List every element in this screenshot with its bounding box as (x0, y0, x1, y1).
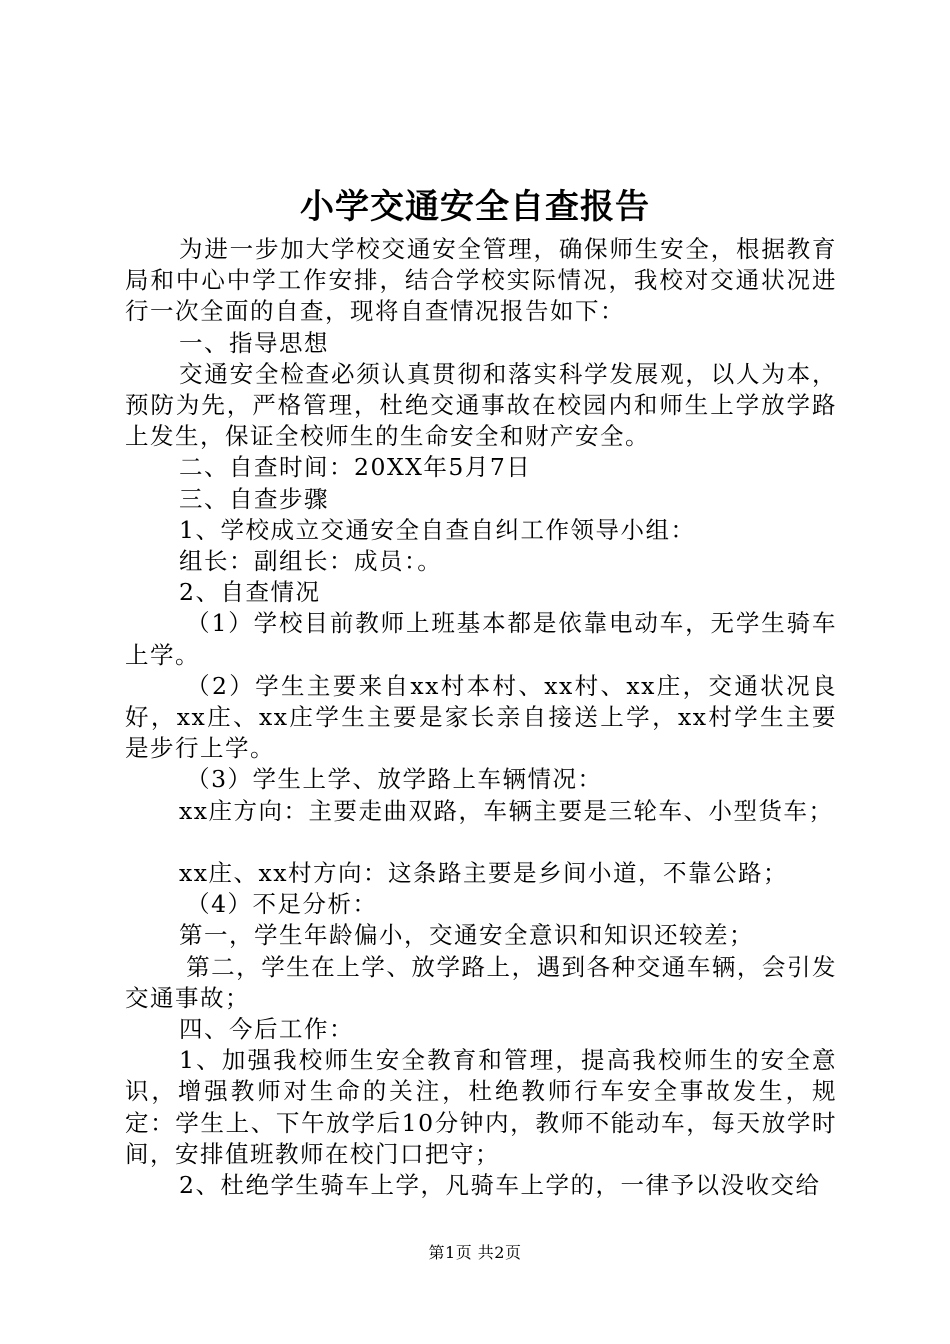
document-title: 小学交通安全自查报告 (300, 187, 650, 227)
document-body (125, 234, 837, 1201)
heading-check-time: 二、自查时间：20XX年5月7日 (179, 453, 532, 482)
blank-line (125, 827, 837, 858)
paragraph-shortcoming-2: 第二，学生在上学、放学路上，遇到各种交通车辆，会引发交通事故； (125, 952, 837, 1012)
paragraph-step-1: 1、学校成立交通安全自查自纠工作领导小组： (179, 515, 696, 544)
paragraph-shortcoming-1: 第一，学生年龄偏小，交通安全意识和知识还较差； (179, 921, 755, 950)
paragraph-step-2: 2、自查情况 (179, 578, 321, 607)
heading-check-steps: 三、自查步骤 (179, 484, 330, 513)
paragraph-item-3: （3）学生上学、放学路上车辆情况： (186, 765, 603, 794)
paragraph-item-2: （2）学生主要来自xx村本村、xx村、xx庄，交通状况良好，xx庄、xx庄学生主要是家长亲自接送上学，xx村学生主要是步行上学。 (125, 671, 837, 763)
paragraph-group-members: 组长：副组长：成员：。 (179, 547, 443, 576)
paragraph-future-2: 2、杜绝学生骑车上学，凡骑车上学的，一律予以没收交给 (179, 1171, 821, 1200)
paragraph-guiding-idea: 交通安全检查必须认真贯彻和落实科学发展观，以人为本，预防为先，严格管理，杜绝交通事故在校园内和师生上学放学路上发生，保证全校师生的生命安全和财产安全。 (125, 359, 837, 451)
paragraph-item-1: （1）学校目前教师上班基本都是依靠电动车，无学生骑车上学。 (125, 609, 837, 669)
paragraph-route-2: xx庄、xx村方向：这条路主要是乡间小道，不靠公路； (179, 859, 789, 888)
paragraph-intro: 为进一步加大学校交通安全管理，确保师生安全，根据教育局和中心中学工作安排，结合学校实际情况，我校对交通状况进行一次全面的自查，现将自查情况报告如下： (125, 235, 837, 326)
page-footer: 第1页 共2页 (428, 1243, 522, 1262)
heading-future-work: 四、今后工作： (179, 1015, 355, 1044)
paragraph-route-1: xx庄方向：主要走曲双路，车辆主要是三轮车、小型货车； (179, 796, 834, 825)
paragraph-future-1: 1、加强我校师生安全教育和管理，提高我校师生的安全意识，增强教师对生命的关注，杜绝教师行车安全事故发生，规定：学生上、下午放学后10分钟内，教师不能动车，每天放学时间，安排值班教师在校门口把守； (125, 1046, 837, 1168)
paragraph-item-4: （4）不足分析： (186, 890, 378, 919)
heading-guiding-idea: 一、指导思想 (179, 328, 330, 357)
